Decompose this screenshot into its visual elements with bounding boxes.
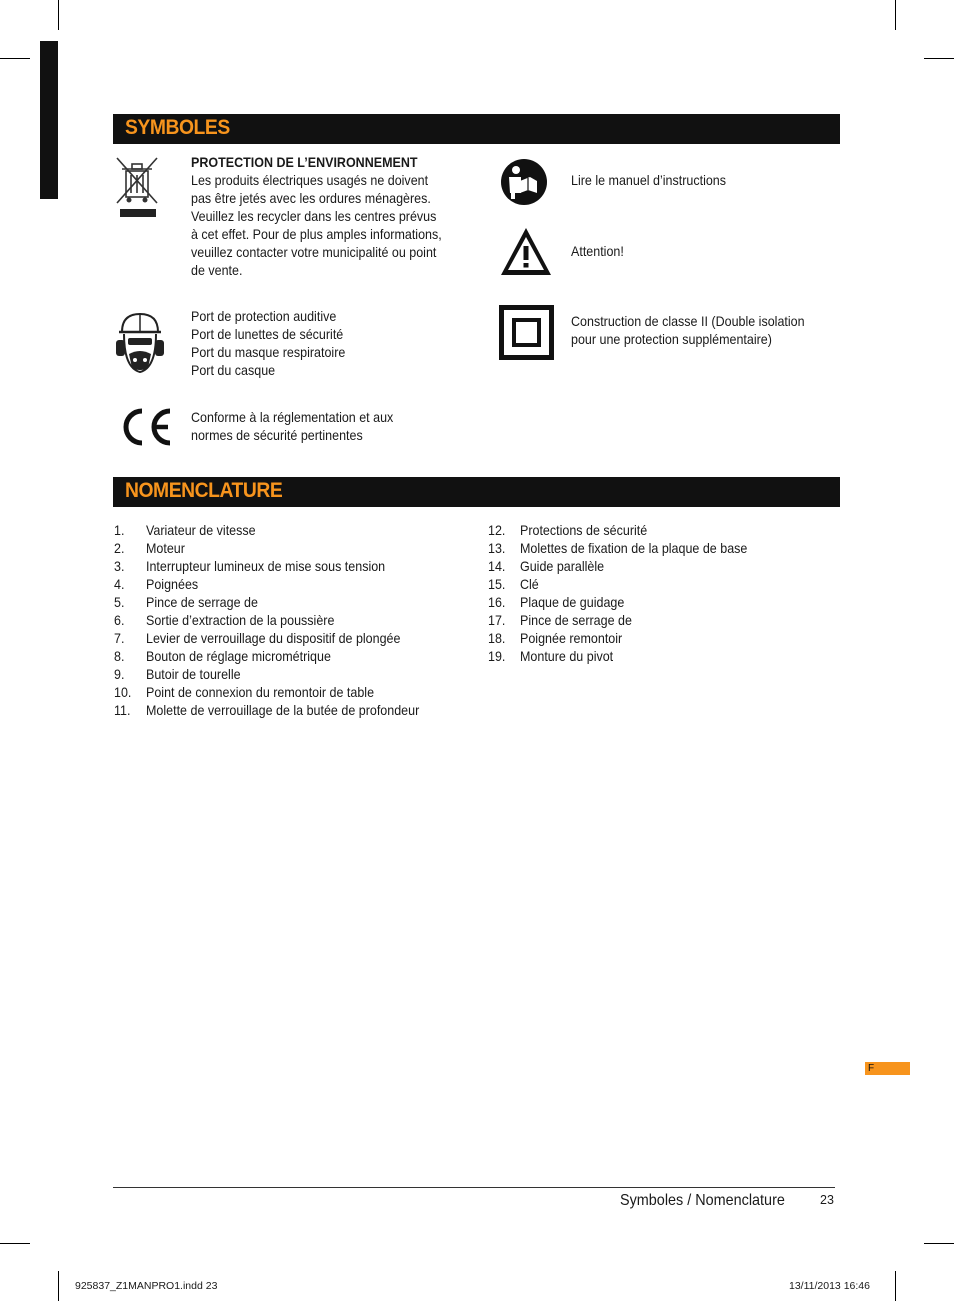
warning-line: Attention! xyxy=(571,244,624,259)
item-number: 12. xyxy=(488,523,506,538)
warning-text xyxy=(571,243,624,261)
item-number: 14. xyxy=(488,559,506,574)
item-label: Pince de serrage de xyxy=(146,595,258,610)
item-label: Guide parallèle xyxy=(520,559,605,574)
environment-line: de vente. xyxy=(191,263,243,278)
item-number: 10. xyxy=(114,685,132,700)
item-label: Butoir de tourelle xyxy=(146,667,241,682)
protection-line: Port du casque xyxy=(191,363,276,378)
item-label: Molettes de fixation de la plaque de base xyxy=(520,541,748,556)
environment-text xyxy=(191,154,442,280)
environment-line: veuillez contacter votre municipalité ou point xyxy=(191,245,437,260)
crop-mark xyxy=(0,58,30,59)
environment-line: Veuillez les recycler dans les centres prévus xyxy=(191,209,437,224)
item-label: Poignée remontoir xyxy=(520,631,623,646)
item-label: Interrupteur lumineux de mise sous tension xyxy=(146,559,386,574)
item-number: 8. xyxy=(114,649,125,664)
item-number: 7. xyxy=(114,631,125,646)
item-label: Bouton de réglage micrométrique xyxy=(146,649,331,664)
language-tab-label: F xyxy=(868,1063,875,1074)
item-number: 1. xyxy=(114,523,125,538)
crop-mark xyxy=(895,0,896,30)
language-tab xyxy=(865,1062,910,1075)
item-number: 11. xyxy=(114,703,131,718)
item-label: Plaque de guidage xyxy=(520,595,625,610)
item-label: Pince de serrage de xyxy=(520,613,632,628)
footer-title: Symboles / Nomenclature xyxy=(620,1192,785,1209)
environment-heading: PROTECTION DE L’ENVIRONNEMENT xyxy=(191,155,418,170)
footer-rule xyxy=(113,1187,835,1188)
item-label: Monture du pivot xyxy=(520,649,614,664)
symbols-section-header xyxy=(113,114,840,144)
nomenclature-section-title: NOMENCLATURE xyxy=(125,479,283,502)
ce-line: Conforme à la réglementation et aux xyxy=(191,410,394,425)
item-number: 19. xyxy=(488,649,506,664)
double-insulation-icon xyxy=(499,305,555,360)
item-number: 15. xyxy=(488,577,506,592)
item-label: Levier de verrouillage du dispositif de plongée xyxy=(146,631,401,646)
item-number: 6. xyxy=(114,613,125,628)
item-number: 2. xyxy=(114,541,125,556)
nomenclature-section-header xyxy=(113,477,840,507)
class2-line: Construction de classe II (Double isolation xyxy=(571,314,805,329)
crop-mark xyxy=(58,1271,59,1301)
class2-line: pour une protection supplémentaire) xyxy=(571,332,772,347)
crop-mark xyxy=(58,0,59,30)
ce-line: normes de sécurité pertinentes xyxy=(191,428,363,443)
item-number: 18. xyxy=(488,631,506,646)
item-number: 4. xyxy=(114,577,125,592)
item-label: Molette de verrouillage de la butée de profondeur xyxy=(146,703,420,718)
warning-triangle-icon xyxy=(499,226,553,277)
environment-line: à cet effet. Pour de plus amples informations, xyxy=(191,227,442,242)
crossed-bin-icon xyxy=(114,155,160,221)
item-label: Protections de sécurité xyxy=(520,523,648,538)
manual-text xyxy=(571,172,726,190)
environment-line: Les produits électriques usagés ne doivent xyxy=(191,173,429,188)
environment-line: pas être jetés avec les ordures ménagères. xyxy=(191,191,431,206)
item-label: Poignées xyxy=(146,577,199,592)
item-number: 16. xyxy=(488,595,506,610)
slug-date: 13/11/2013 16:46 xyxy=(789,1280,870,1292)
class2-text xyxy=(571,313,805,349)
ce-mark-icon xyxy=(118,406,174,448)
symbols-section-title: SYMBOLES xyxy=(125,116,230,139)
page-number: 23 xyxy=(820,1193,834,1207)
side-marker-bar xyxy=(40,41,58,199)
item-label: Point de connexion du remontoir de table xyxy=(146,685,375,700)
protection-line: Port de protection auditive xyxy=(191,309,337,324)
crop-mark xyxy=(895,1271,896,1301)
item-label: Clé xyxy=(520,577,539,592)
manual-line: Lire le manuel d’instructions xyxy=(571,173,727,188)
item-label: Moteur xyxy=(146,541,185,556)
crop-mark xyxy=(0,1243,30,1244)
item-number: 17. xyxy=(488,613,506,628)
item-number: 5. xyxy=(114,595,125,610)
slug-filename: 925837_Z1MANPRO1.indd 23 xyxy=(75,1280,218,1292)
item-number: 13. xyxy=(488,541,506,556)
item-number: 3. xyxy=(114,559,125,574)
protection-line: Port de lunettes de sécurité xyxy=(191,327,344,342)
read-manual-icon xyxy=(501,159,547,205)
protection-line: Port du masque respiratoire xyxy=(191,345,346,360)
crop-mark xyxy=(924,58,954,59)
item-label: Sortie d’extraction de la poussière xyxy=(146,613,335,628)
item-label: Variateur de vitesse xyxy=(146,523,256,538)
protective-equipment-icon xyxy=(114,310,166,378)
protection-text xyxy=(191,308,345,380)
crop-mark xyxy=(924,1243,954,1244)
item-number: 9. xyxy=(114,667,125,682)
ce-text xyxy=(191,409,393,445)
